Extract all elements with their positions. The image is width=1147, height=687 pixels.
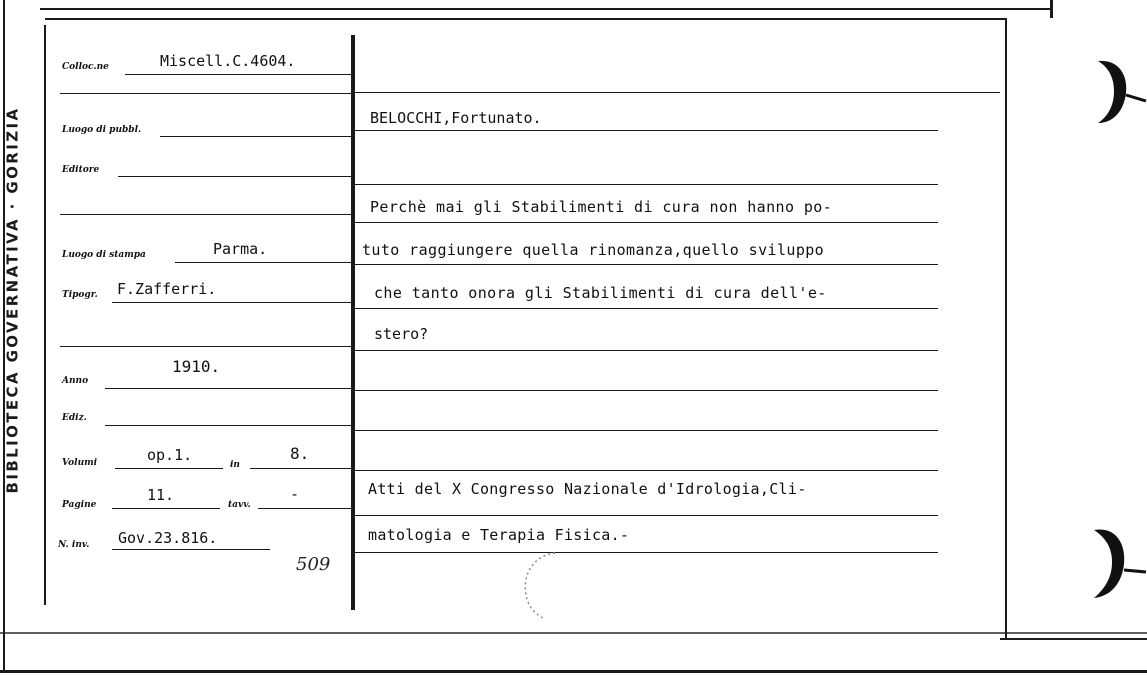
title-line-2: tuto raggiungere quella rinomanza,quello sviluppo <box>362 241 825 259</box>
right-rule-3 <box>355 222 938 223</box>
library-stamp-text: BIBLIOTECA GOVERNATIVA · GORIZIA <box>3 106 21 494</box>
luogo-stampa-label: Luogo di stampa <box>62 250 146 260</box>
card-right-outer <box>1000 638 1147 640</box>
handwritten-number: 509 <box>296 554 331 575</box>
source-line-1: Atti del X Congresso Nazionale d'Idrologia,Cli- <box>368 480 807 498</box>
row-divider-2 <box>60 214 355 215</box>
tipografia-line <box>112 302 355 303</box>
pagine-line <box>112 508 220 509</box>
right-rule-1 <box>355 130 938 131</box>
luogo-stampa-value: Parma. <box>213 240 268 258</box>
anno-label: Anno <box>62 376 89 386</box>
right-rule-9 <box>355 470 938 471</box>
bottom-edge-line <box>0 632 1147 634</box>
column-divider <box>351 35 355 610</box>
card-left-border <box>44 25 46 605</box>
title-line-4: stero? <box>374 325 429 343</box>
edizione-line <box>105 425 355 426</box>
collocazione-value: Miscell.C.4604. <box>160 52 296 70</box>
volumi-value: op.1. <box>147 446 193 464</box>
title-line-1: Perchè mai gli Stabilimenti di cura non hanno po- <box>370 198 833 216</box>
row-divider-1 <box>60 93 355 94</box>
collocazione-line <box>125 74 355 75</box>
formato-line <box>250 468 355 469</box>
anno-value: 1910. <box>172 357 221 376</box>
volumi-line <box>115 468 223 469</box>
pagine-label: Pagine <box>62 500 97 510</box>
anno-line <box>105 388 355 389</box>
inventario-line <box>112 549 270 550</box>
right-rule-10 <box>355 515 938 516</box>
right-rule-4 <box>355 264 938 265</box>
luogo-pubbl-line <box>160 136 355 137</box>
tavole-line <box>258 508 355 509</box>
formato-label: in <box>230 460 240 470</box>
inventario-label: N. inv. <box>58 540 90 550</box>
library-stamp <box>0 30 27 570</box>
editore-line <box>118 176 355 177</box>
right-rule-5 <box>355 308 938 309</box>
top-edge-line <box>40 8 1050 10</box>
tavole-value: - <box>290 485 300 503</box>
binder-hole-bottom <box>1080 520 1147 605</box>
binder-hole-top <box>1080 55 1147 130</box>
top-right-edge <box>1050 0 1053 18</box>
right-rule-8 <box>355 430 938 431</box>
faint-stamp-mark <box>510 545 580 625</box>
title-line-3: che tanto onora gli Stabilimenti di cura dell'e- <box>374 284 827 302</box>
tipografia-label: Tipogr. <box>62 290 98 300</box>
luogo-pubbl-label: Luogo di pubbl. <box>62 125 142 135</box>
right-rule-0 <box>355 92 1000 93</box>
collocazione-label: Colloc.ne <box>62 62 109 72</box>
bottom-edge-line-2 <box>0 670 1147 673</box>
tavole-label: tavv. <box>228 500 251 510</box>
row-divider-3 <box>60 346 355 347</box>
luogo-stampa-line <box>175 262 355 263</box>
author-name: BELOCCHI,Fortunato. <box>370 109 542 127</box>
volumi-label: Volumi <box>62 458 98 468</box>
right-rule-2 <box>355 184 938 185</box>
editore-label: Editore <box>62 165 100 175</box>
card-right-border <box>1005 18 1007 640</box>
right-rule-11 <box>355 552 938 553</box>
tipografia-value: F.Zafferri. <box>117 280 217 298</box>
pagine-value: 11. <box>147 486 175 504</box>
inventario-value: Gov.23.816. <box>118 529 218 547</box>
right-rule-6 <box>355 350 938 351</box>
edizione-label: Ediz. <box>62 413 87 423</box>
source-line-2: matologia e Terapia Fisica.- <box>368 526 630 544</box>
right-rule-7 <box>355 390 938 391</box>
formato-value: 8. <box>290 444 310 463</box>
card-top-border <box>45 18 1005 20</box>
